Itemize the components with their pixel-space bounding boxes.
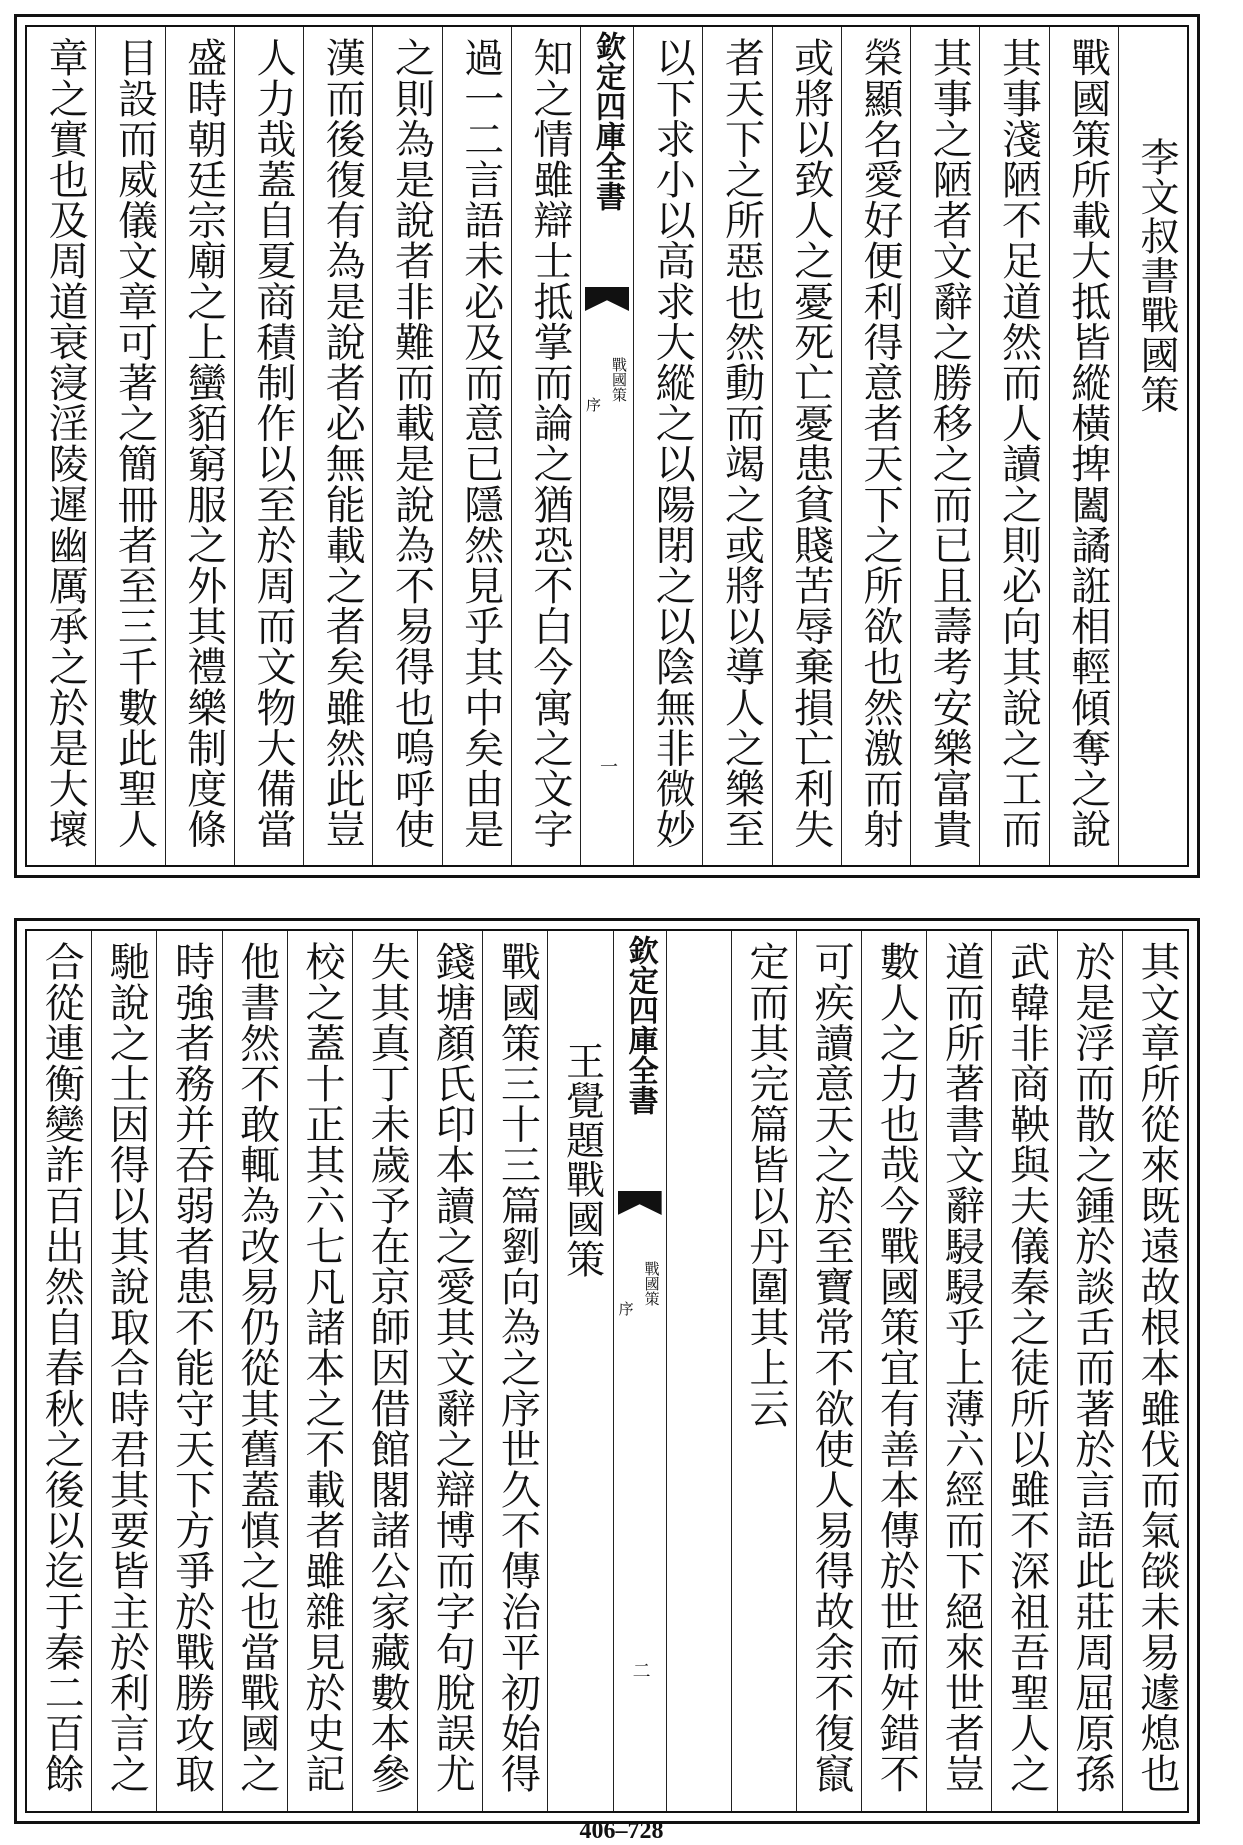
bottom-col-12: [352, 931, 417, 1811]
bottom-col-16: [91, 931, 156, 1811]
top-col-14: [165, 27, 234, 865]
top-col-11: [372, 27, 441, 865]
bottom-col-1: [1122, 931, 1187, 1811]
column-text: [667, 941, 731, 1805]
column-text: 他書然不敢輒為改易仍從其舊蓋慎之也當戰國之: [233, 941, 280, 1794]
column-text: 其事淺陋不足道然而人讀之則必向其說之工而: [995, 37, 1042, 849]
top-col-9: [511, 27, 580, 865]
top-col-13: [234, 27, 303, 865]
spine-section: 序: [584, 397, 602, 412]
spine-section: 序: [616, 1301, 635, 1316]
bottom-col-13: [287, 931, 352, 1811]
column-text: 錢塘顏氏印本讀之愛其文辭之辯博而字句脫誤尤: [429, 941, 476, 1794]
bottom-col-14: [222, 931, 287, 1811]
bottom-page-frame: [25, 929, 1189, 1813]
bottom-page-columns: [27, 931, 1187, 1811]
column-text: 王覺題戰國策: [559, 1041, 605, 1279]
column-text: 戰國策三十三篇劉向為之序世久不傳治平初始得: [494, 941, 541, 1794]
column-text: 戰國策所載大抵皆縱橫捭闔譎誑相輕傾奪之說: [1064, 37, 1111, 849]
top-page-frame: [25, 25, 1189, 867]
page-reference: 406–728: [579, 1818, 664, 1844]
column-text: 知之情雖辯士抵掌而論之猶恐不白今寓之文字: [527, 37, 573, 849]
column-text: 或將以致人之憂死亡憂患貧賤苦辱棄損亡利失: [787, 37, 834, 849]
bottom-col-11: [417, 931, 482, 1811]
column-text: 失其真丁未歲予在京師因借館閣諸公家藏數本參: [364, 941, 411, 1794]
top-col-6: [772, 27, 841, 865]
top-col-5: [841, 27, 910, 865]
column-text: 人力哉蓋自夏商積制作以至於周而文物大備當: [250, 37, 296, 849]
spine-book-title: 戰國策: [642, 1261, 661, 1306]
bottom-page-spine: [613, 931, 666, 1811]
bottom-col-9: [547, 931, 612, 1811]
top-col-15: [95, 27, 164, 865]
bottom-col-10: [482, 931, 547, 1811]
spine-page-number: 二: [629, 1661, 651, 1679]
column-text: 於是浮而散之鍾於談舌而著於言語此莊周屈原孫: [1068, 941, 1115, 1794]
top-col-3: [979, 27, 1048, 865]
top-col-8: [633, 27, 702, 865]
column-text: 定而其完篇皆以丹圍其上云: [742, 941, 789, 1429]
top-col-10: [442, 27, 511, 865]
bottom-col-3: [991, 931, 1056, 1811]
bottom-col-8: [666, 931, 731, 1811]
top-col-12: [303, 27, 372, 865]
bottom-col-15: [156, 931, 221, 1811]
top-col-1: [1118, 27, 1187, 865]
spine-header: 欽定四庫全書: [590, 31, 625, 211]
top-page-columns: [27, 27, 1187, 865]
fish-tail-mark-icon: [585, 287, 629, 311]
bottom-page: [14, 918, 1200, 1824]
column-text: 其事之陋者文辭之勝移之而已且壽考安樂富貴: [926, 37, 973, 849]
top-page-spine: [580, 27, 633, 865]
column-text: 可疾讀意天之於至寶常不欲使人易得故余不復竄: [808, 941, 855, 1794]
top-col-4: [910, 27, 979, 865]
column-text: 數人之力也哉今戰國策宜有善本傳於世而舛錯不: [873, 941, 920, 1794]
column-text: 過一二言語未必及而意已隱然見乎其中矣由是: [457, 37, 504, 849]
column-text: 其文章所從來既遠故根本雖伐而氣燄未易遽熄也: [1134, 941, 1180, 1794]
spine-page-number: 一: [597, 757, 618, 775]
bottom-col-2: [1057, 931, 1122, 1811]
column-text: 者天下之所惡也然動而竭之或將以導人之樂至: [718, 37, 765, 849]
bottom-col-5: [861, 931, 926, 1811]
top-col-2: [1049, 27, 1118, 865]
column-text: 之則為是說者非難而載是說為不易得也嗚呼使: [388, 37, 435, 849]
column-text: 道而所著書文辭駸駸乎上薄六經而下絕來世者豈: [938, 941, 985, 1794]
spine-book-title: 戰國策: [610, 357, 628, 402]
bottom-col-17: [27, 931, 91, 1811]
column-text: 馳說之士因得以其說取合時君其要皆主於利言之: [103, 941, 150, 1794]
column-text: 盛時朝廷宗廟之上蠻貊窮服之外其禮樂制度條: [180, 37, 227, 849]
column-text: 漢而後復有為是說者必無能載之者矣雖然此豈: [319, 37, 366, 849]
bottom-col-6: [796, 931, 861, 1811]
column-text: 目設而威儀文章可著之簡冊者至三千數此聖人: [111, 37, 158, 849]
spine-header: 欽定四庫全書: [622, 935, 658, 1115]
bottom-col-4: [926, 931, 991, 1811]
column-text: 武韓非商鞅與夫儀秦之徒所以雖不深祖吾聖人之: [1003, 941, 1050, 1794]
column-text: 章之實也及周道衰寖淫陵遲幽厲承之於是大壞: [42, 37, 89, 849]
column-text: 校之蓋十正其六七凡諸本之不載者雖雜見於史記: [298, 941, 345, 1794]
column-text: 合從連衡變詐百出然自春秋之後以迄于秦二百餘: [38, 941, 85, 1794]
fish-tail-mark-icon: [618, 1191, 662, 1215]
top-col-7: [702, 27, 771, 865]
top-page: [14, 14, 1200, 878]
column-text: 以下求小以高求大縱之以陽閉之以陰無非微妙: [649, 37, 696, 849]
column-text: 時強者務并吞弱者患不能守天下方爭於戰勝攻取: [168, 941, 215, 1794]
column-text: 李文叔書戰國策: [1134, 137, 1179, 415]
column-text: 榮顯名愛好便利得意者天下之所欲也然激而射: [857, 37, 903, 849]
bottom-col-7: [731, 931, 796, 1811]
top-col-16: [27, 27, 95, 865]
